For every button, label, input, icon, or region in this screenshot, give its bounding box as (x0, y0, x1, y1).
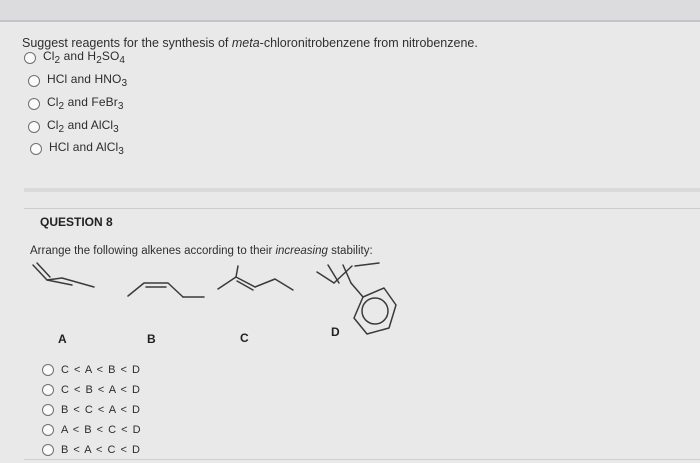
q7-option-2-label: HCl and $HNO_3$ (47, 72, 128, 89)
radio-button[interactable] (42, 444, 54, 456)
q8-option-5[interactable] (42, 444, 141, 456)
radio-button[interactable] (42, 384, 54, 396)
radio-button[interactable] (42, 424, 54, 436)
q8-option-1[interactable] (42, 364, 141, 376)
q7-option-4-label: $Cl_2$ and AlCl$_3$ (47, 118, 119, 135)
q7-option-3-label: $Cl_2$ and FeBr$_3$ (47, 95, 124, 112)
q8-option-4-label: A < B < C < D (61, 424, 142, 436)
molecule-d-structure (317, 263, 396, 334)
q8-option-3-label: B < C < A < D (61, 404, 141, 416)
question-7-text: Suggest reagents for the synthesis of meta-chloronitrobenzene from nitrobenzene. (22, 36, 478, 50)
q7-option-5-label: HCl and AlCl$_3$ (49, 140, 124, 157)
radio-button[interactable] (42, 364, 54, 376)
q8-option-4[interactable] (42, 424, 142, 436)
q8-option-2-label: C < B < A < D (61, 384, 141, 396)
q8-option-1-label: C < A < B < D (61, 364, 141, 376)
q7-option-1-label: $Cl_2$ and $H_2SO_4$ (43, 49, 126, 66)
radio-button[interactable] (42, 404, 54, 416)
question-8-heading: QUESTION 8 (40, 215, 113, 229)
molecule-label-d: D (331, 325, 340, 339)
question-8-text: Arrange the following alkenes according to their increasing stability: (30, 245, 373, 257)
molecule-label-a: A (58, 332, 67, 346)
molecule-c-structure (218, 266, 293, 290)
molecule-label-b: B (147, 332, 156, 346)
q8-option-2[interactable] (42, 384, 141, 396)
bottom-divider (24, 459, 700, 460)
molecule-a-structure (33, 263, 94, 287)
q8-option-5-label: B < A < C < D (61, 444, 141, 456)
molecule-label-c: C (240, 331, 249, 345)
molecule-b-structure (128, 283, 204, 297)
q8-option-3[interactable] (42, 404, 141, 416)
